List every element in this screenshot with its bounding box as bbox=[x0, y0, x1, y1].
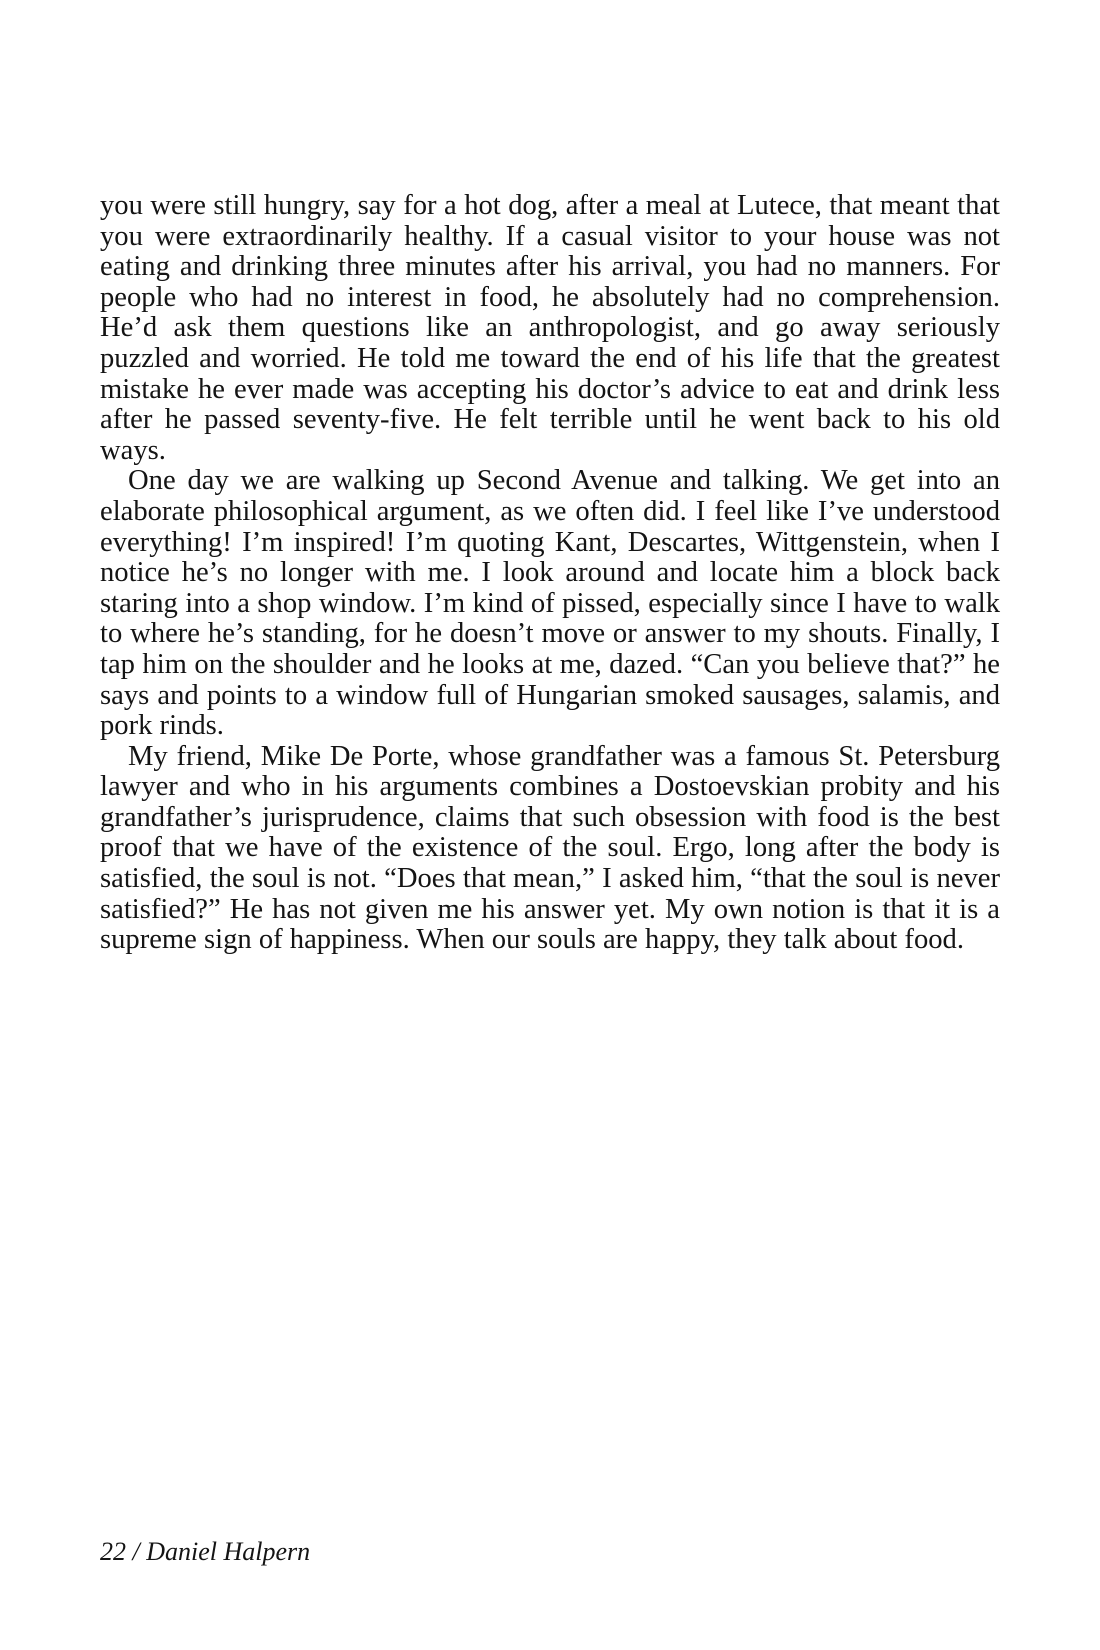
paragraph-continued: you were still hungry, say for a hot dog, after a meal at Lutece, that meant that you were extraordinarily healthy. If a casual visitor to your house was not eating and drinking three minutes after his arrival, you had no manners. For people who had no interest in food, he absolutely had no comprehension. He’d ask them questions like an anthropologist, and go away seriously puzzled and worried. He told me toward the end of his life that the greatest mistake he ever made was accepting his doctor’s advice to eat and drink less after he passed seventy-five. He felt terrible until he went back to his old ways. bbox=[100, 190, 1000, 466]
paragraph-second-avenue: One day we are walking up Second Avenue and talking. We get into an elaborate philosophical argument, as we often did. I feel like I’ve understood everything! I’m inspired! I’m quoting Kant, Descartes, Wittgenstein, when I notice he’s no longer with me. I look around and locate him a block back staring into a shop window. I’m kind of pissed, especially since I have to walk to where he’s standing, for he doesn’t move or answer to my shouts. Finally, I tap him on the shoulder and he looks at me, dazed. “Can you believe that?” he says and points to a window full of Hungarian smoked sausages, salamis, and pork rinds. bbox=[100, 465, 1000, 742]
body-text bbox=[100, 191, 1000, 956]
page-footer-folio: 22 / Daniel Halpern bbox=[100, 1537, 311, 1566]
paragraph-mike-de-porte: My friend, Mike De Porte, whose grandfather was a famous St. Petersburg lawyer and who in his arguments combines a Dostoevskian probity and his grandfather’s jurisprudence, claims that such obsession with food is the best proof that we have of the existence of the soul. Ergo, long after the body is satisfied, the soul is not. “Does that mean,” I asked him, “that the soul is never satisfied?” He has not given me his answer yet. My own notion is that it is a supreme sign of happiness. When our souls are happy, they talk about food. bbox=[100, 740, 1000, 956]
